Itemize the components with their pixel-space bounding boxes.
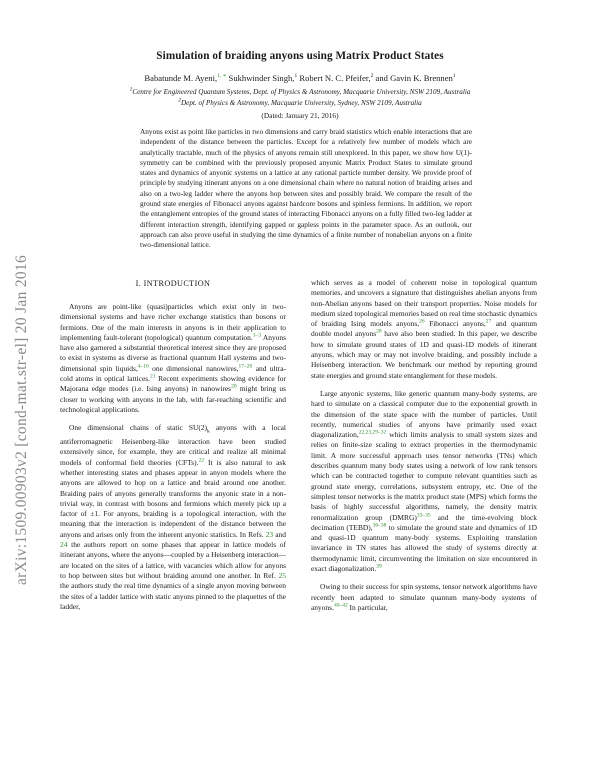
intro-paragraph-2: One dimensional chains of static $SU(2)_k$ anyons with a local antiferromagnetic Heisenberg-like interaction have been studied extensively since, for example, they are critical and realize all minimal models of conformal field theories (CFTs).$^{22}$ It is also natural to ask whether interesting states and phases appear in anyon models where the anyons are allowed to hop on a lattice and braid around one another. Braiding pairs of anyons generally transforms the anyonic state in a non-trivial way, in contrast with bosons and fermions which merely pick up a factor of ±1. For anyons, braiding is a topological interaction, with the meaning that the interaction is independent of the distance between the anyons and arises only from the inherent anyonic statistics. In Refs. 23 and 24 the authors report on some phases that appear in lattice models of itinerant anyons, where the anyons—coupled by a Heisenberg interaction—are located on the sites of a lattice, with vacancies which allow for anyons to hop between sites but without braiding around one another. In Ref. 25 the authors study the real time dynamics of a single anyon moving between the sites of a ladder lattice with static anyons pinned to the plaquettes of the ladder, [60, 423, 286, 611]
intro-paragraph-1: Anyons are point-like (quasi)particles which exist only in two-dimensional systems and have richer exchange statistics than bosons or fermions. One of the main interests in anyons is in their application to implementing fault-tolerant (topological) quantum computation.$^{1-3}$ Anyons have also garnered a substantial theoretical interest since they are proposed to exist in systems as diverse as fractional quantum Hall systems and two-dimensional spin liquids,$^{4-16}$ one dimensional nanowires,$^{17-20}$ and ultra-cold atoms in optical lattices.$^{21}$ Recent experiments showing evidence for Majorana edge modes (i.e. Ising anyons) in nanowires$^{20}$ might bring us closer to working with anyons in the lab, with far-reaching scientific and technological applications. [60, 302, 287, 414]
affiliation-2-mark: 2 [178, 97, 181, 104]
author-list [0, 73, 600, 83]
citation-link[interactable]: 23 [265, 529, 274, 539]
author-4: and Gavin K. Brennen [375, 73, 453, 83]
citation-link[interactable]: 21 [150, 373, 156, 380]
author-1: Babatunde M. Ayeni, [144, 73, 218, 83]
citation-link[interactable]: 39 [376, 563, 382, 570]
citation-link[interactable]: 17–20 [238, 363, 253, 370]
author-1-affiliation-mark[interactable]: 1, ∗ [217, 73, 227, 80]
affiliation-2-text: Dept. of Physics & Astronomy, Macquarie University, Sydney, NSW 2109, Australia [180, 99, 422, 107]
intro-paragraph-4: Owing to their success for spin systems, tensor network algorithms have recently been adapted to simulate quantum many-body systems of anyons.$^{40-42}$ In particular, [311, 582, 537, 612]
author-3: Robert N. C. Pfeifer, [299, 73, 371, 83]
citation-link[interactable]: 22 [198, 457, 204, 464]
citation-link[interactable]: 25 [278, 570, 286, 580]
intro-paragraph-1-continued: which serves as a model of coherent noise in topological quantum memories, and uncovers a signature that distinguishes abelian anyons from non-Abelian anyons based on their transport properties. Noise models for medium sized topological memories based on real time stochastic dynamics of braiding Ising models anyons,$^{26}$ Fibonacci anyons,$^{27}$ and quantum double model anyons$^{28}$ have also been studied. In this paper, we describe how to simulate ground states of 1D and quasi-1D models of itinerant anyons, which may or may not involve braiding, and possibly include a Heisenberg interaction. We benchmark our method by reporting ground state energies and ground state entanglement for these models. [311, 278, 537, 380]
dated-line: (Dated: January 21, 2016) [261, 111, 339, 120]
affiliation-1 [0, 88, 600, 96]
author-2: Sukhwinder Singh, [228, 73, 295, 83]
section-heading-introduction: I. INTRODUCTION [135, 279, 211, 288]
affiliation-2 [0, 99, 600, 107]
citation-link[interactable]: 27 [485, 318, 492, 325]
citation-link[interactable]: 33–35 [416, 512, 431, 519]
citation-link[interactable]: 26 [419, 318, 425, 325]
affiliation-1-text: Centre for Engineered Quantum Systems, Dept. of Physics & Astronomy, Macquarie University, NSW 2109, Australia [132, 88, 471, 96]
citation-link[interactable]: 28 [376, 329, 382, 335]
citation-link[interactable]: 22,23,29–32 [358, 429, 387, 436]
arxiv-sidebar-stamp: arXiv:1509.00903v2 [cond-mat.str-el] 20 Jan 2016 [13, 254, 30, 586]
affiliation-1-mark: 1 [129, 86, 133, 93]
paper-title: Simulation of braiding anyons using Matrix Product States [156, 50, 444, 62]
left-column [60, 278, 286, 612]
citation-link[interactable]: 1–3 [252, 332, 261, 339]
author-4-affiliation-mark: 1 [452, 73, 456, 80]
citation-link[interactable]: 4–16 [137, 363, 149, 370]
intro-paragraph-3: Large anyonic systems, like generic quantum many-body systems, are hard to simulate on a classical computer due to the exponential growth in the dimension of the state space with the number of particles. Until recently, numerical studies of anyons have primarily used exact diagonalization,$^{22,23,29-32}$ which limits analysis to small system sizes and relies on finite-size scaling to extract properties in the thermodynamic limit. A more successful approach uses tensor networks (TNs) which describes quantum many body states using a network of low rank tensors which can be contracted together to compute relevant quantities such as ground state energy, correlations, subsystem entropy, etc. One of the simplest tensor networks is the matrix product state (MPS) which forms the basis of highly successful algorithms, namely, the density matrix renormalization group (DMRG)$^{33-35}$ and the time-evolving block decimation (TEBD),$^{36-38}$ to simulate the ground state and dynamics of 1D and quasi-1D quantum many-body systems. Exploiting translation invariance in TN states has allowed the study of systems directly at thermodynamic limit, circumventing the limitation on size encountered in exact diagonalization.$^{39}$ [311, 388, 537, 574]
author-3-affiliation-mark: 2 [370, 73, 374, 80]
author-2-affiliation-mark: 1 [294, 73, 298, 80]
right-column [311, 278, 537, 613]
citation-link[interactable]: 36–38 [372, 522, 387, 529]
citation-link[interactable]: 20 [231, 383, 237, 390]
citation-link[interactable]: 24 [60, 540, 68, 550]
abstract: Anyons exist as point like particles in two dimensions and carry braid statistics which enable interactions that are independent of the distance between the particles. Except for a relatively few number of models which are analytically tractable, much of the physics of anyons remain still unexplored. In this paper, we show how U(1)-symmetry can be combined with the previously proposed anyonic Matrix Product States to simulate ground states and dynamics of anyonic systems on a lattice at any rational particle number density. We provide proof of principle by studying itinerant anyons on a one dimensional chain where no natural notion of braiding arises and also on a two-leg ladder where the anyons hop between sites and possibly braid. We compare the result of the ground state energies of Fibonacci anyons against hardcore bosons and spinless fermions. In addition, we report the entanglement entropies of the ground states of interacting Fibonacci anyons on a fully filled two-leg ladder at different interaction strength, identifying gapped or gapless points in the parameter space. As an outlook, our approach can also prove useful in studying the time dynamics of a finite number of nonabelian anyons on a finite two-dimensional lattice. [140, 127, 472, 250]
citation-link[interactable]: 40–42 [333, 602, 348, 609]
